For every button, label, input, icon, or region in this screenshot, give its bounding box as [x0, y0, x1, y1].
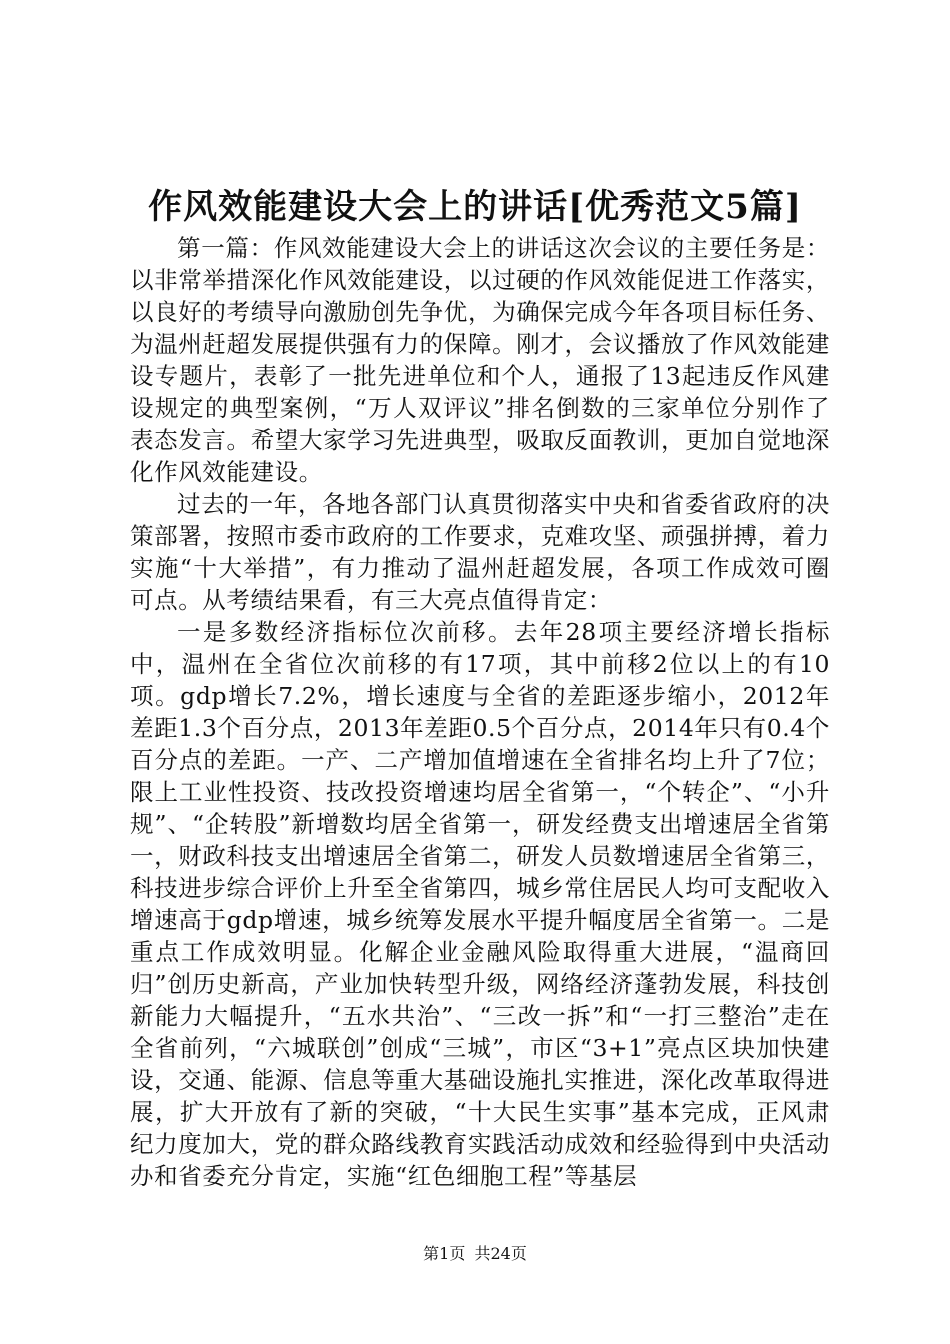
page-total: 共24页 [474, 1244, 527, 1263]
paragraph-1: 第一篇：作风效能建设大会上的讲话这次会议的主要任务是：以非常举措深化作风效能建设，以过硬的作风效能促进工作落实，以良好的考绩导向激励创先争优，为确保完成今年各项目标任务、为温州赶超发展提供强有力的保障。刚才，会议播放了作风效能建设专题片，表彰了一批先进单位和个人，通报了13起违反作风建设规定的典型案例，“万人双评议”排名倒数的三家单位分别作了表态发言。希望大家学习先进典型，吸取反面教训，更加自觉地深化作风效能建设。 [130, 234, 830, 486]
paragraph-2: 过去的一年，各地各部门认真贯彻落实中央和省委省政府的决策部署，按照市委市政府的工作要求，克难攻坚、顽强拼搏，着力实施“十大举措”，有力推动了温州赶超发展，各项工作成效可圈可点。从考绩结果看，有三大亮点值得肯定： [130, 490, 830, 614]
paragraph-3: 一是多数经济指标位次前移。去年28项主要经济增长指标中，温州在全省位次前移的有17项，其中前移2位以上的有10项。gdp增长7.2%，增长速度与全省的差距逐步缩小，2012年差距1.3个百分点，2013年差距0.5个百分点，2014年只有0.4个百分点的差距。一产、二产增加值增速在全省排名均上升了7位；限上工业性投资、技改投资增速均居全省第一，“个转企”、“小升规”、“企转股”新增数均居全省第一，研发经费支出增速居全省第一，财政科技支出增速居全省第二，研发人员数增速居全省第三，科技进步综合评价上升至全省第四，城乡常住居民人均可支配收入增速高于gdp增速，城乡统筹发展水平提升幅度居全省第一。二是重点工作成效明显。化解企业金融风险取得重大进展，“温商回归”创历史新高，产业加快转型升级，网络经济蓬勃发展，科技创新能力大幅提升，“五水共治”、“三改一拆”和“一打三整治”走在全省前列，“六城联创”创成“三城”，市区“3+1”亮点区块加快建设，交通、能源、信息等重大基础设施扎实推进，深化改革取得进展，扩大开放有了新的突破，“十大民生实事”基本完成，正风肃纪力度加大，党的群众路线教育实践活动成效和经验得到中央活动办和省委充分肯定，实施“红色细胞工程”等基层 [130, 618, 830, 1190]
document-title: 作风效能建设大会上的讲话[优秀范文5篇] [148, 187, 802, 227]
page-footer [0, 1244, 950, 1264]
page-number: 第1页 [423, 1244, 466, 1263]
document-body [130, 232, 830, 1192]
